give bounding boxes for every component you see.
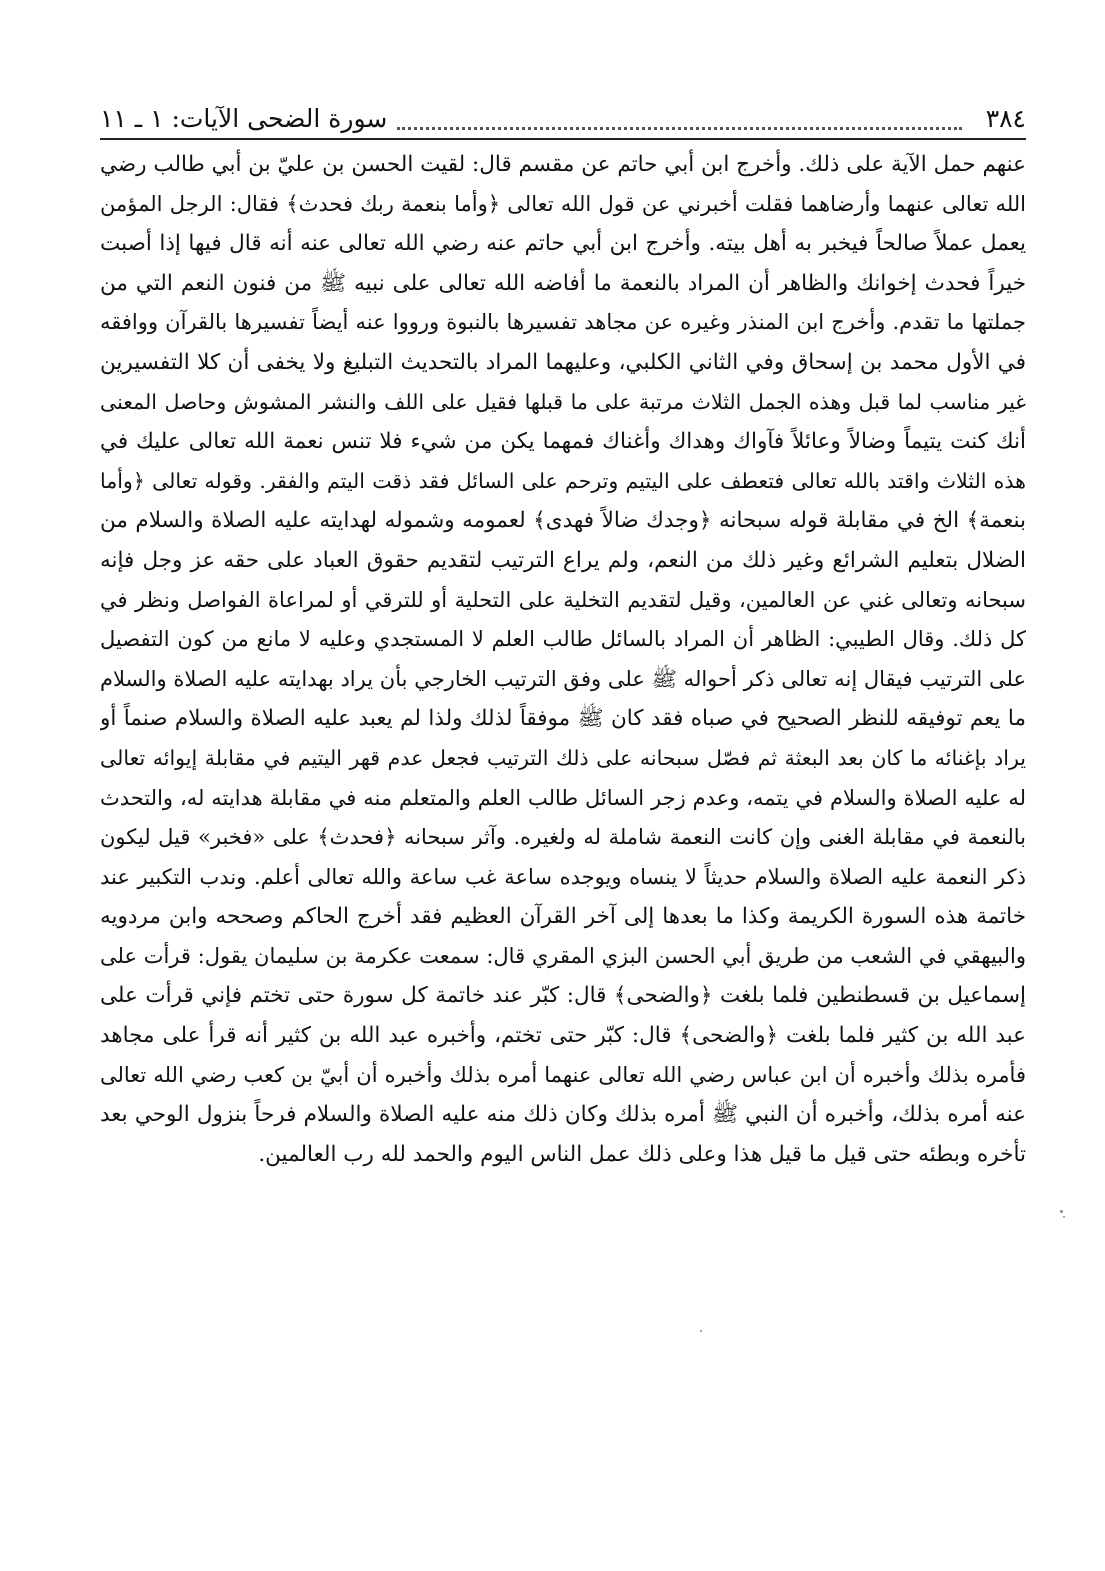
text-line: يعمل عملاً صالحاً فيخبر به أهل بيته. وأخرج ابن أبي حاتم عنه رضي الله تعالى عنه أنه قال فيها إذا أصبت: [100, 231, 1026, 257]
text-line: كل ذلك. وقال الطيبي: الظاهر أن المراد بالسائل طالب العلم لا المستجدي وعليه لا مانع من كون التفصيل: [100, 627, 1026, 652]
text-line: على الترتيب فيقال إنه تعالى ذكر أحواله ﷺ على وفق الترتيب الخارجي بأن يراد بهدايته عليه الصلاة والسلام: [100, 666, 1026, 691]
text-line: عبد الله بن كثير فلما بلغت ﴿والضحى﴾ قال: كبّر حتى تختم، وأخبره عبد الله بن كثير أنه قرأ على مجاهد: [100, 1023, 1026, 1049]
scan-speck: [700, 1330, 702, 1332]
text-line: جملتها ما تقدم. وأخرج ابن المنذر وغيره عن مجاهد تفسيرها بالنبوة ورووا عنه أيضاً تفسيرها بالقرآن ووافقه: [100, 310, 1026, 335]
surah-title: سورة الضحى الآيات: ١ ـ ١١: [100, 103, 388, 133]
text-line: فأمره بذلك وأخبره أن ابن عباس رضي الله تعالى عنهما أمره بذلك وأخبره أن أبيّ بن كعب رضي الله تعالى: [100, 1062, 1026, 1087]
text-line: هذه الثلاث واقتد بالله تعالى فتعطف على اليتيم وترحم على السائل فقد ذقت اليتم والفقر. وقوله تعالى ﴿وأما: [100, 468, 1026, 493]
text-line: الضلال بتعليم الشرائع وغير ذلك من النعم، ولم يراع الترتيب لتقديم حقوق العباد على حقه عز وجل فإنه: [100, 547, 1026, 573]
text-line: ذكر النعمة عليه الصلاة والسلام حديثاً لا ينساه ويوجده ساعة غب ساعة والله تعالى أعلم. وندب التكبير عند: [100, 864, 1026, 889]
text-line: سبحانه وتعالى غني عن العالمين، وقيل لتقديم التخلية على التحلية أو للترقي أو لمراعاة الفواصل ونظر في: [100, 587, 1026, 612]
text-line: إسماعيل بن قسطنطين فلما بلغت ﴿والضحى﴾ قال: كبّر عند خاتمة كل سورة حتى تختم فإني قرأت على: [100, 983, 1026, 1009]
text-line: غير مناسب لما قبل وهذه الجمل الثلاث مرتبة على ما قبلها فقيل على اللف والنشر المشوش وحاصل المعنى: [100, 389, 1026, 414]
commentary-text: [100, 145, 1026, 1174]
text-line: والبيهقي في الشعب من طريق أبي الحسن البزي المقري قال: سمعت عكرمة بن سليمان يقول: قرأت على: [100, 943, 1026, 968]
text-line-last: تأخره وبطئه حتى قيل ما قيل هذا وعلى ذلك عمل الناس اليوم والحمد لله رب العالمين.: [258, 1141, 1026, 1167]
text-line: الله تعالى عنهما وأرضاهما فقلت أخبرني عن قول الله تعالى ﴿وأما بنعمة ربك فحدث﴾ فقال: الرجل المؤمن: [100, 191, 1026, 216]
text-line: أنك كنت يتيماً وضالاً وعائلاً فآواك وهداك وأغناك فمهما يكن من شيء فلا تنس نعمة الله تعالى عليك في: [100, 429, 1026, 455]
page-number: ٣٨٤: [985, 103, 1026, 133]
text-line: في الأول محمد بن إسحاق وفي الثاني الكلبي، وعليهما المراد بالتحديث التبليغ ولا يخفى أن كلا التفسيرين: [100, 349, 1026, 375]
text-line: يراد بإغنائه ما كان بعد البعثة ثم فصّل سبحانه على ذلك الترتيب فجعل عدم قهر اليتيم في مقابلة إيوائه تعالى: [100, 745, 1026, 770]
text-line: بالنعمة في مقابلة الغنى وإن كانت النعمة شاملة له ولغيره. وآثر سبحانه ﴿فحدث﴾ على «فخبر» قيل ليكون: [100, 825, 1026, 850]
text-line: له عليه الصلاة والسلام في يتمه، وعدم زجر السائل طالب العلم والمتعلم منه في مقابلة هدايته له، والتحدث: [100, 785, 1026, 810]
text-line: عنهم حمل الآية على ذلك. وأخرج ابن أبي حاتم عن مقسم قال: لقيت الحسن بن عليّ بن أبي طالب رضي: [100, 152, 1026, 177]
text-line: خاتمة هذه السورة الكريمة وكذا ما بعدها إلى آخر القرآن العظيم فقد أخرج الحاكم وصححه وابن مردويه: [100, 904, 1026, 930]
text-line: عنه أمره بذلك، وأخبره أن النبي ﷺ أمره بذلك وكان ذلك منه عليه الصلاة والسلام فرحاً بنزول الوحي بعد: [100, 1102, 1026, 1128]
text-line: خيراً فحدث إخوانك والظاهر أن المراد بالنعمة ما أفاضه الله تعالى على نبيه ﷺ من فنون النعم التي من: [100, 270, 1026, 296]
scan-speck: [1060, 1210, 1063, 1213]
text-line: ما يعم توفيقه للنظر الصحيح في صباه فقد كان ﷺ موفقاً لذلك ولذا لم يعبد عليه الصلاة والسلام صنماً أو: [100, 706, 1026, 732]
page-header: [100, 98, 1026, 140]
scan-speck: [1063, 1216, 1065, 1218]
header-leader-dots: [397, 123, 961, 130]
text-line: بنعمة﴾ الخ في مقابلة قوله سبحانه ﴿وجدك ضالاً فهدى﴾ لعمومه وشموله لهدايته عليه الصلاة والسلام من: [100, 508, 1026, 534]
